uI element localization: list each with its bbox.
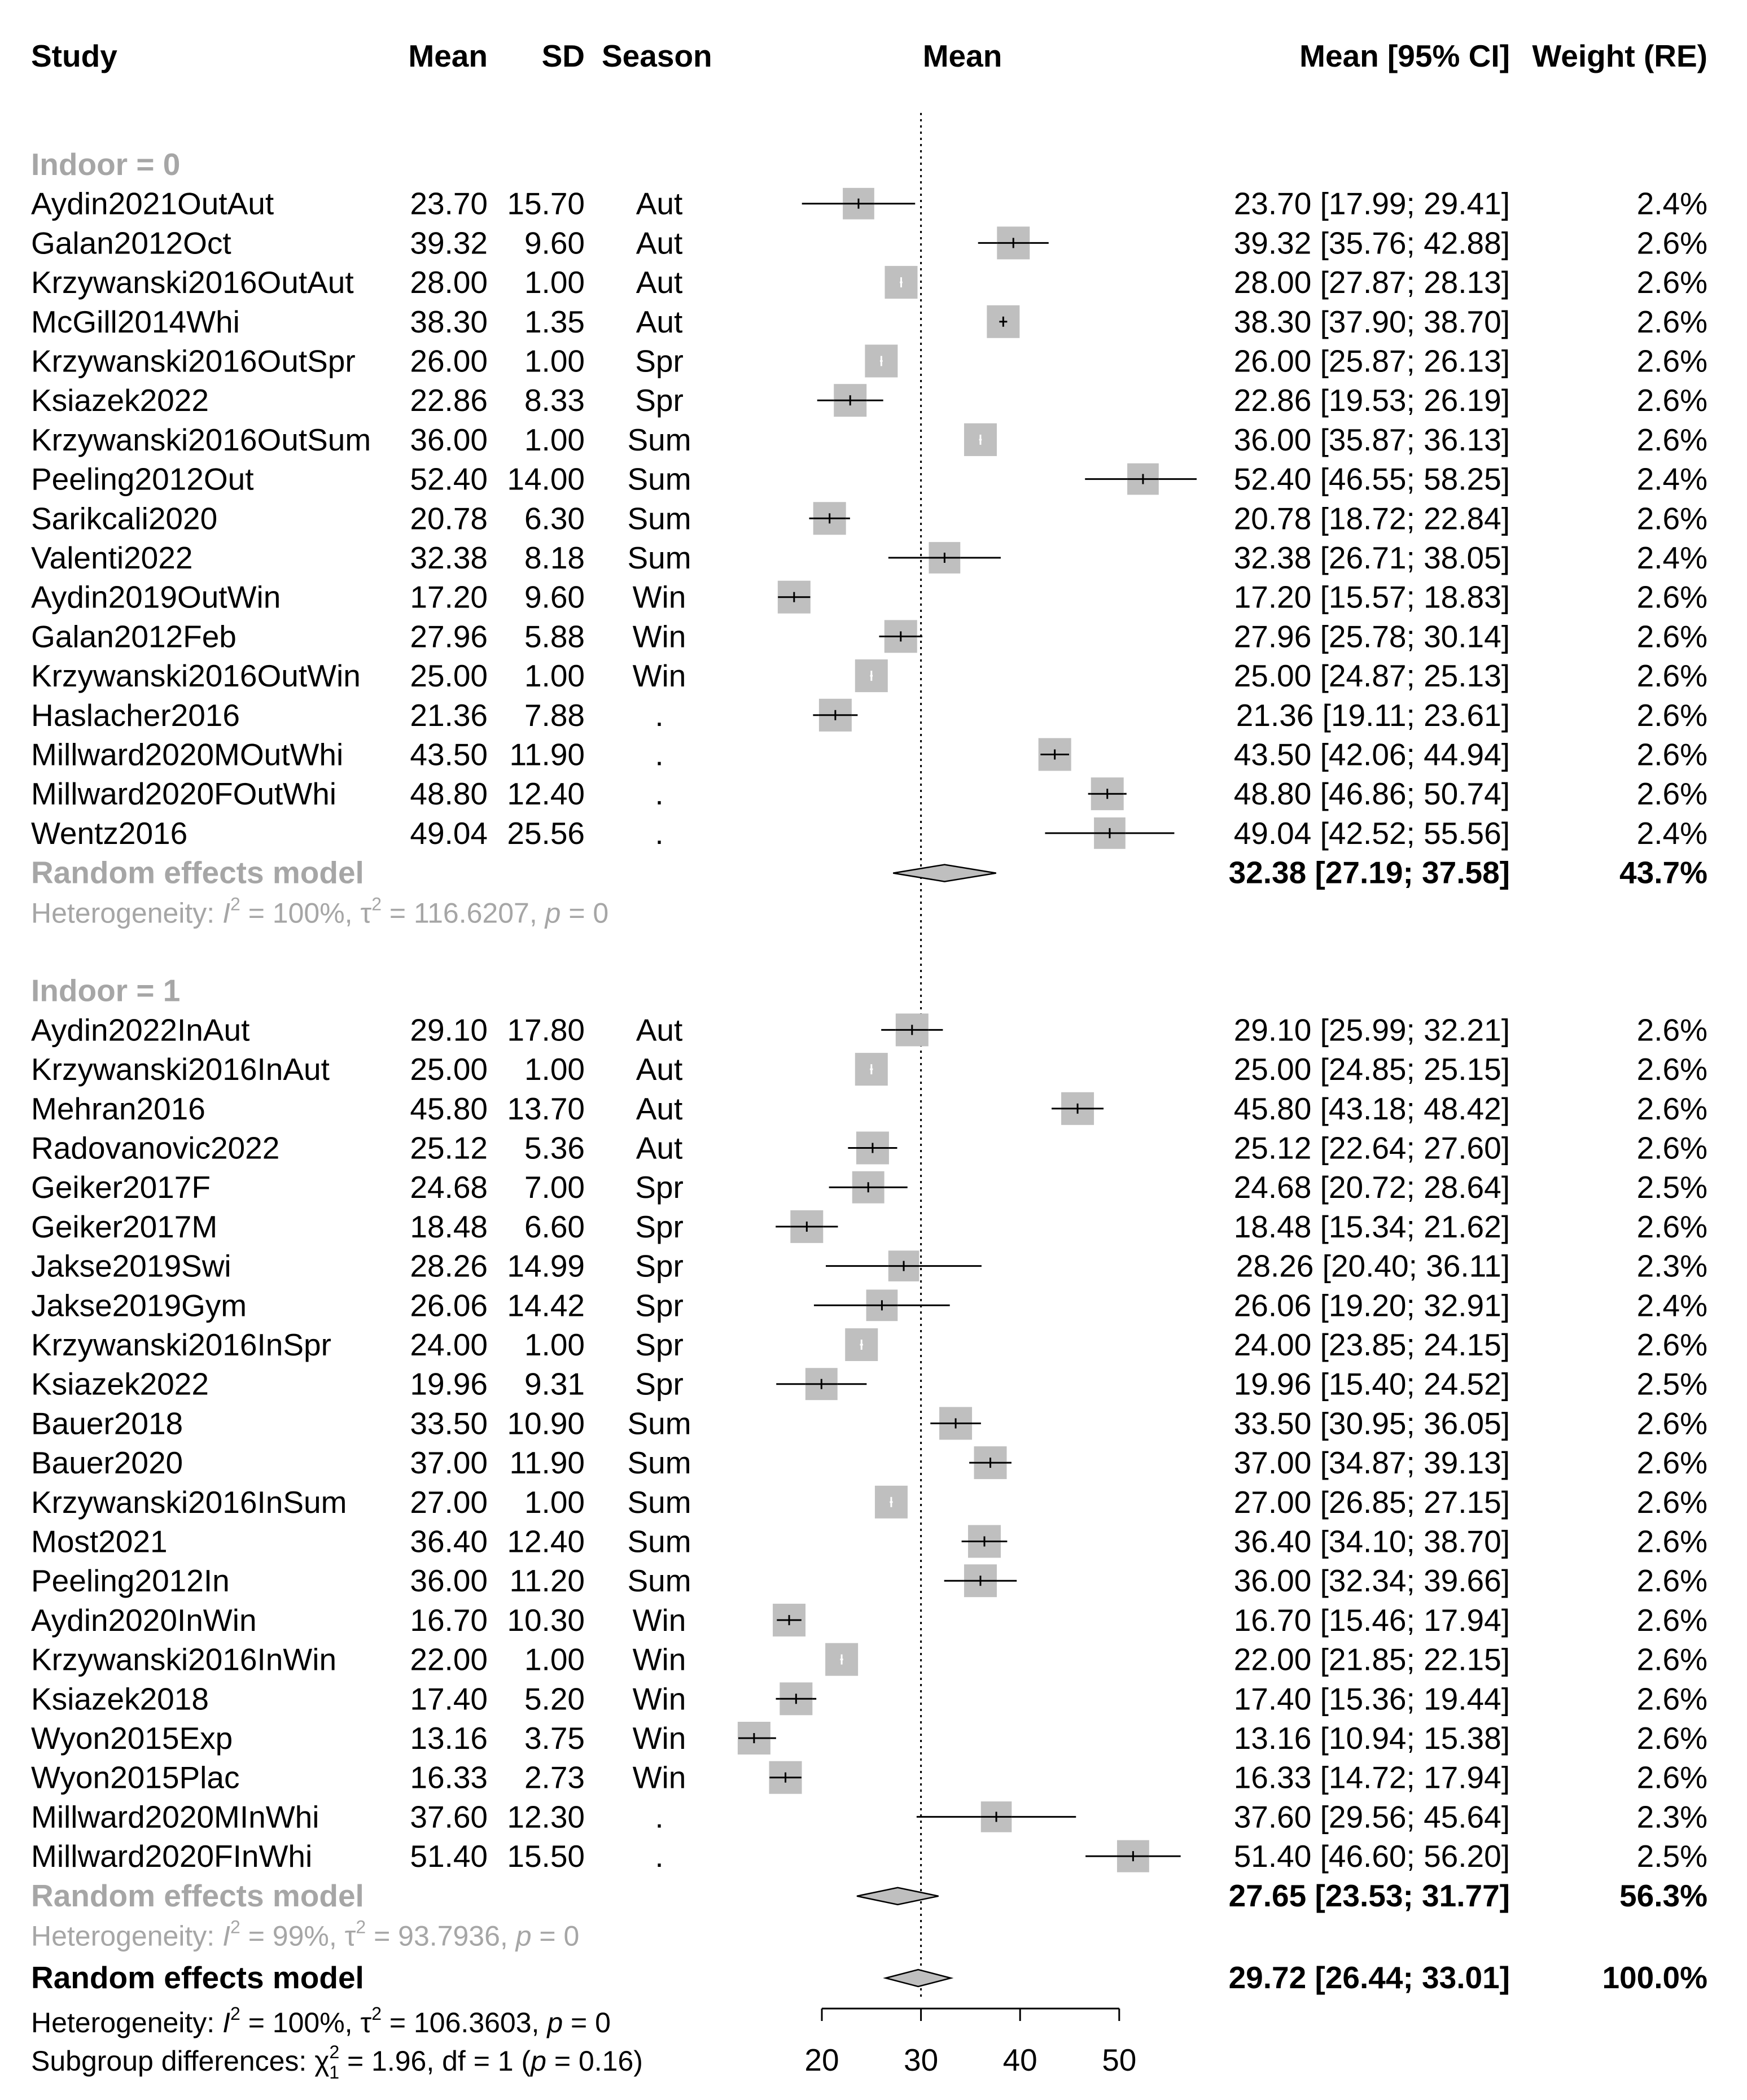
study-season: Spr: [635, 343, 684, 379]
study-season: Aut: [636, 1130, 683, 1166]
study-sd: 9.60: [524, 225, 585, 261]
study-name: Galan2012Feb: [31, 619, 237, 654]
header-weight: Weight (RE): [1532, 38, 1707, 73]
study-season: Spr: [635, 1288, 684, 1323]
study-mean: 36.00: [410, 422, 488, 457]
study-season: .: [655, 1839, 664, 1874]
study-season: Sum: [627, 1563, 691, 1599]
study-sd: 8.33: [524, 383, 585, 418]
study-ci: 16.70 [15.46; 17.94]: [1233, 1602, 1510, 1638]
study-sd: 1.00: [524, 1484, 585, 1520]
study-season: .: [655, 776, 664, 812]
study-weight: 2.6%: [1636, 422, 1707, 457]
study-ci: 25.00 [24.87; 25.13]: [1233, 658, 1510, 694]
study-season: Win: [632, 1642, 686, 1677]
study-name: Krzywanski2016InWin: [31, 1642, 337, 1677]
study-name: Aydin2021OutAut: [31, 186, 274, 221]
study-weight: 2.6%: [1636, 619, 1707, 654]
study-season: Aut: [636, 1012, 683, 1048]
study-sd: 1.00: [524, 1052, 585, 1087]
study-sd: 25.56: [507, 815, 585, 851]
study-sd: 9.31: [524, 1366, 585, 1402]
study-weight: 2.4%: [1636, 815, 1707, 851]
study-ci: 52.40 [46.55; 58.25]: [1233, 461, 1510, 497]
study-mean: 37.60: [410, 1799, 488, 1835]
study-season: Win: [632, 579, 686, 615]
study-name: Peeling2012In: [31, 1563, 230, 1599]
study-name: Krzywanski2016InAut: [31, 1052, 330, 1087]
study-mean: 38.30: [410, 304, 488, 339]
study-name: Jakse2019Swi: [31, 1248, 231, 1284]
x-axis-tick-label: 30: [904, 2042, 939, 2077]
study-season: Sum: [627, 540, 691, 575]
study-mean: 36.40: [410, 1524, 488, 1559]
study-mean: 22.86: [410, 383, 488, 418]
overall-model-label: Random effects model: [31, 1960, 364, 1995]
study-mean: 52.40: [410, 461, 488, 497]
study-mean: 24.00: [410, 1327, 488, 1362]
subgroup-model-weight: 43.7%: [1619, 855, 1707, 890]
study-mean: 25.00: [410, 658, 488, 694]
study-weight: 2.4%: [1636, 461, 1707, 497]
study-sd: 17.80: [507, 1012, 585, 1048]
study-weight: 2.6%: [1636, 1406, 1707, 1441]
study-weight: 2.6%: [1636, 776, 1707, 812]
study-ci: 24.68 [20.72; 28.64]: [1233, 1170, 1510, 1205]
header-plot-mean: Mean: [922, 38, 1002, 73]
study-ci: 17.20 [15.57; 18.83]: [1233, 579, 1510, 615]
study-season: Sum: [627, 1524, 691, 1559]
study-name: Ksiazek2022: [31, 383, 209, 418]
study-mean: 16.70: [410, 1602, 488, 1638]
study-name: Wyon2015Plac: [31, 1760, 240, 1795]
study-season: Aut: [636, 1091, 683, 1126]
study-season: Spr: [635, 1366, 684, 1402]
subgroup-label: Indoor = 1: [31, 973, 181, 1008]
header-mean: Mean: [408, 38, 488, 73]
study-name: Sarikcali2020: [31, 501, 218, 536]
study-ci: 36.00 [35.87; 36.13]: [1233, 422, 1510, 457]
study-name: Bauer2018: [31, 1406, 183, 1441]
study-name: Millward2020MOutWhi: [31, 737, 344, 772]
study-season: Aut: [636, 265, 683, 300]
study-weight: 2.6%: [1636, 304, 1707, 339]
study-ci: 16.33 [14.72; 17.94]: [1233, 1760, 1510, 1795]
study-weight: 2.6%: [1636, 1681, 1707, 1717]
study-name: Aydin2020InWin: [31, 1602, 257, 1638]
study-season: Spr: [635, 1248, 684, 1284]
study-mean: 26.06: [410, 1288, 488, 1323]
study-ci: 33.50 [30.95; 36.05]: [1233, 1406, 1510, 1441]
study-weight: 2.6%: [1636, 737, 1707, 772]
study-season: Sum: [627, 461, 691, 497]
study-sd: 11.90: [509, 737, 585, 772]
study-season: Aut: [636, 225, 683, 261]
study-name: Geiker2017M: [31, 1209, 218, 1244]
study-name: Wentz2016: [31, 815, 188, 851]
study-sd: 10.90: [507, 1406, 585, 1441]
study-ci: 48.80 [46.86; 50.74]: [1233, 776, 1510, 812]
study-mean: 22.00: [410, 1642, 488, 1677]
study-mean: 27.00: [410, 1484, 488, 1520]
study-ci: 20.78 [18.72; 22.84]: [1233, 501, 1510, 536]
study-mean: 20.78: [410, 501, 488, 536]
study-weight: 2.6%: [1636, 1524, 1707, 1559]
study-ci: 25.12 [22.64; 27.60]: [1233, 1130, 1510, 1166]
study-name: Jakse2019Gym: [31, 1288, 247, 1323]
study-ci: 37.60 [29.56; 45.64]: [1233, 1799, 1510, 1835]
overall-model-ci: 29.72 [26.44; 33.01]: [1228, 1960, 1510, 1995]
study-weight: 2.4%: [1636, 186, 1707, 221]
study-weight: 2.6%: [1636, 1091, 1707, 1126]
study-ci: 39.32 [35.76; 42.88]: [1233, 225, 1510, 261]
subgroup-label: Indoor = 0: [31, 147, 181, 182]
study-weight: 2.5%: [1636, 1170, 1707, 1205]
study-sd: 1.00: [524, 265, 585, 300]
study-season: Aut: [636, 1052, 683, 1087]
study-name: Valenti2022: [31, 540, 193, 575]
subgroup-diamond: [857, 1888, 939, 1905]
study-sd: 1.00: [524, 658, 585, 694]
subgroup-heterogeneity: Heterogeneity: $I^2 = 100\%$, $\tau^2 = 116.6207$, p = 0: [31, 894, 609, 929]
study-season: Spr: [635, 383, 684, 418]
study-weight: 2.6%: [1636, 265, 1707, 300]
study-season: Sum: [627, 501, 691, 536]
study-weight: 2.5%: [1636, 1366, 1707, 1402]
study-season: Win: [632, 1721, 686, 1756]
study-weight: 2.4%: [1636, 1288, 1707, 1323]
study-weight: 2.6%: [1636, 658, 1707, 694]
study-name: Millward2020FInWhi: [31, 1839, 313, 1874]
study-season: Sum: [627, 422, 691, 457]
study-mean: 33.50: [410, 1406, 488, 1441]
study-ci: 24.00 [23.85; 24.15]: [1233, 1327, 1510, 1362]
study-mean: 13.16: [410, 1721, 488, 1756]
overall-diamond: [886, 1970, 951, 1987]
study-mean: 21.36: [410, 697, 488, 733]
study-weight: 2.6%: [1636, 1642, 1707, 1677]
study-sd: 15.50: [507, 1839, 585, 1874]
study-name: Radovanovic2022: [31, 1130, 280, 1166]
subgroup-model-label: Random effects model: [31, 1878, 364, 1913]
study-season: .: [655, 697, 664, 733]
study-season: Win: [632, 619, 686, 654]
study-weight: 2.6%: [1636, 501, 1707, 536]
x-axis-tick-label: 50: [1102, 2042, 1137, 2077]
header-sd: SD: [541, 38, 585, 73]
study-season: Win: [632, 1681, 686, 1717]
study-mean: 37.00: [410, 1445, 488, 1481]
study-ci: 32.38 [26.71; 38.05]: [1233, 540, 1510, 575]
study-ci: 45.80 [43.18; 48.42]: [1233, 1091, 1510, 1126]
study-season: Sum: [627, 1406, 691, 1441]
header-season: Season: [602, 38, 712, 73]
study-mean: 19.96: [410, 1366, 488, 1402]
x-axis-tick-label: 40: [1002, 2042, 1037, 2077]
study-season: .: [655, 815, 664, 851]
study-season: Win: [632, 658, 686, 694]
header-study: Study: [31, 38, 117, 73]
study-ci: 18.48 [15.34; 21.62]: [1233, 1209, 1510, 1244]
study-weight: 2.5%: [1636, 1839, 1707, 1874]
study-ci: 27.96 [25.78; 30.14]: [1233, 619, 1510, 654]
study-name: Krzywanski2016InSpr: [31, 1327, 331, 1362]
study-weight: 2.4%: [1636, 540, 1707, 575]
study-weight: 2.6%: [1636, 697, 1707, 733]
study-sd: 11.20: [509, 1563, 585, 1599]
study-weight: 2.6%: [1636, 1484, 1707, 1520]
study-sd: 10.30: [507, 1602, 585, 1638]
study-name: Most2021: [31, 1524, 168, 1559]
study-weight: 2.6%: [1636, 343, 1707, 379]
subgroup-model-weight: 56.3%: [1619, 1878, 1707, 1913]
study-name: Ksiazek2022: [31, 1366, 209, 1402]
study-season: Sum: [627, 1445, 691, 1481]
study-mean: 48.80: [410, 776, 488, 812]
study-weight: 2.3%: [1636, 1248, 1707, 1284]
study-weight: 2.6%: [1636, 1760, 1707, 1795]
study-ci: 22.00 [21.85; 22.15]: [1233, 1642, 1510, 1677]
study-season: Aut: [636, 304, 683, 339]
study-sd: 14.42: [507, 1288, 585, 1323]
study-mean: 25.00: [410, 1052, 488, 1087]
study-ci: 22.86 [19.53; 26.19]: [1233, 383, 1510, 418]
study-ci: 27.00 [26.85; 27.15]: [1233, 1484, 1510, 1520]
study-mean: 32.38: [410, 540, 488, 575]
study-ci: 37.00 [34.87; 39.13]: [1233, 1445, 1510, 1481]
study-name: Bauer2020: [31, 1445, 183, 1481]
study-sd: 14.00: [507, 461, 585, 497]
study-mean: 27.96: [410, 619, 488, 654]
study-season: Aut: [636, 186, 683, 221]
study-season: Spr: [635, 1170, 684, 1205]
study-name: Krzywanski2016OutSum: [31, 422, 371, 457]
subgroup-heterogeneity: Heterogeneity: $I^2 = 99\%$, $\tau^2 = 93.7936$, p = 0: [31, 1917, 580, 1952]
study-sd: 6.30: [524, 501, 585, 536]
study-sd: 1.00: [524, 1642, 585, 1677]
study-sd: 12.40: [507, 776, 585, 812]
study-mean: 29.10: [410, 1012, 488, 1048]
study-sd: 7.88: [524, 697, 585, 733]
study-sd: 9.60: [524, 579, 585, 615]
study-sd: 5.20: [524, 1681, 585, 1717]
study-ci: 29.10 [25.99; 32.21]: [1233, 1012, 1510, 1048]
subgroup-model-label: Random effects model: [31, 855, 364, 890]
study-sd: 8.18: [524, 540, 585, 575]
study-ci: 26.00 [25.87; 26.13]: [1233, 343, 1510, 379]
study-name: Haslacher2016: [31, 697, 240, 733]
subgroup-model-ci: 32.38 [27.19; 37.58]: [1228, 855, 1510, 890]
study-mean: 25.12: [410, 1130, 488, 1166]
overall-model-weight: 100.0%: [1602, 1960, 1707, 1995]
study-weight: 2.6%: [1636, 1602, 1707, 1638]
study-ci: 38.30 [37.90; 38.70]: [1233, 304, 1510, 339]
study-season: Win: [632, 1760, 686, 1795]
study-sd: 13.70: [507, 1091, 585, 1126]
study-weight: 2.6%: [1636, 383, 1707, 418]
study-weight: 2.3%: [1636, 1799, 1707, 1835]
study-ci: 36.00 [32.34; 39.66]: [1233, 1563, 1510, 1599]
study-sd: 12.40: [507, 1524, 585, 1559]
study-weight: 2.6%: [1636, 1445, 1707, 1481]
study-mean: 49.04: [410, 815, 488, 851]
study-mean: 23.70: [410, 186, 488, 221]
study-season: Sum: [627, 1484, 691, 1520]
study-ci: 43.50 [42.06; 44.94]: [1233, 737, 1510, 772]
study-mean: 17.20: [410, 579, 488, 615]
study-ci: 13.16 [10.94; 15.38]: [1233, 1721, 1510, 1756]
study-name: Krzywanski2016OutWin: [31, 658, 361, 694]
study-season: Spr: [635, 1327, 684, 1362]
study-ci: 28.26 [20.40; 36.11]: [1236, 1248, 1510, 1284]
subgroup-model-ci: 27.65 [23.53; 31.77]: [1228, 1878, 1510, 1913]
study-ci: 25.00 [24.85; 25.15]: [1233, 1052, 1510, 1087]
study-mean: 51.40: [410, 1839, 488, 1874]
study-sd: 1.00: [524, 343, 585, 379]
study-name: McGill2014Whi: [31, 304, 240, 339]
study-ci: 28.00 [27.87; 28.13]: [1233, 265, 1510, 300]
study-mean: 28.00: [410, 265, 488, 300]
study-weight: 2.6%: [1636, 1327, 1707, 1362]
study-name: Aydin2022InAut: [31, 1012, 250, 1048]
study-season: .: [655, 1799, 664, 1835]
study-name: Mehran2016: [31, 1091, 205, 1126]
study-sd: 14.99: [507, 1248, 585, 1284]
study-ci: 49.04 [42.52; 55.56]: [1233, 815, 1510, 851]
study-mean: 28.26: [410, 1248, 488, 1284]
overall-heterogeneity: Heterogeneity: $I^2 = 100\%$, $\tau^2 = 106.3603$, p = 0: [31, 2003, 611, 2038]
subgroup-differences: Subgroup differences: $\chi^2$ 1 = 1.96, df = 1 (p = 0.16): [31, 2042, 643, 2082]
study-mean: 45.80: [410, 1091, 488, 1126]
study-season: .: [655, 737, 664, 772]
study-mean: 17.40: [410, 1681, 488, 1717]
study-season: Win: [632, 1602, 686, 1638]
study-name: Geiker2017F: [31, 1170, 211, 1205]
study-sd: 11.90: [509, 1445, 585, 1481]
study-ci: 36.40 [34.10; 38.70]: [1233, 1524, 1510, 1559]
study-weight: 2.6%: [1636, 225, 1707, 261]
study-weight: 2.6%: [1636, 1209, 1707, 1244]
study-sd: 12.30: [507, 1799, 585, 1835]
study-weight: 2.6%: [1636, 579, 1707, 615]
study-mean: 24.68: [410, 1170, 488, 1205]
study-weight: 2.6%: [1636, 1012, 1707, 1048]
study-sd: 7.00: [524, 1170, 585, 1205]
study-name: Millward2020MInWhi: [31, 1799, 319, 1835]
study-sd: 2.73: [524, 1760, 585, 1795]
x-axis-tick-label: 20: [804, 2042, 839, 2077]
study-ci: 21.36 [19.11; 23.61]: [1236, 697, 1510, 733]
study-ci: 26.06 [19.20; 32.91]: [1233, 1288, 1510, 1323]
study-season: Spr: [635, 1209, 684, 1244]
study-sd: 15.70: [507, 186, 585, 221]
study-name: Ksiazek2018: [31, 1681, 209, 1717]
study-weight: 2.6%: [1636, 1052, 1707, 1087]
study-mean: 36.00: [410, 1563, 488, 1599]
study-ci: 19.96 [15.40; 24.52]: [1233, 1366, 1510, 1402]
subgroup-diamond: [893, 865, 996, 882]
study-sd: 1.35: [524, 304, 585, 339]
study-name: Krzywanski2016OutSpr: [31, 343, 356, 379]
study-mean: 43.50: [410, 737, 488, 772]
study-sd: 3.75: [524, 1721, 585, 1756]
study-name: Millward2020FOutWhi: [31, 776, 337, 812]
study-name: Galan2012Oct: [31, 225, 231, 261]
study-weight: 2.6%: [1636, 1721, 1707, 1756]
study-sd: 5.36: [524, 1130, 585, 1166]
study-name: Krzywanski2016OutAut: [31, 265, 354, 300]
study-mean: 16.33: [410, 1760, 488, 1795]
study-sd: 5.88: [524, 619, 585, 654]
study-sd: 1.00: [524, 1327, 585, 1362]
study-ci: 17.40 [15.36; 19.44]: [1233, 1681, 1510, 1717]
study-ci: 51.40 [46.60; 56.20]: [1233, 1839, 1510, 1874]
study-name: Peeling2012Out: [31, 461, 254, 497]
study-weight: 2.6%: [1636, 1130, 1707, 1166]
study-mean: 18.48: [410, 1209, 488, 1244]
study-mean: 39.32: [410, 225, 488, 261]
study-name: Aydin2019OutWin: [31, 579, 281, 615]
header-ci: Mean [95% CI]: [1299, 38, 1510, 73]
study-name: Wyon2015Exp: [31, 1721, 233, 1756]
study-ci: 23.70 [17.99; 29.41]: [1233, 186, 1510, 221]
study-weight: 2.6%: [1636, 1563, 1707, 1599]
study-sd: 1.00: [524, 422, 585, 457]
study-sd: 6.60: [524, 1209, 585, 1244]
study-name: Krzywanski2016InSum: [31, 1484, 347, 1520]
study-mean: 26.00: [410, 343, 488, 379]
